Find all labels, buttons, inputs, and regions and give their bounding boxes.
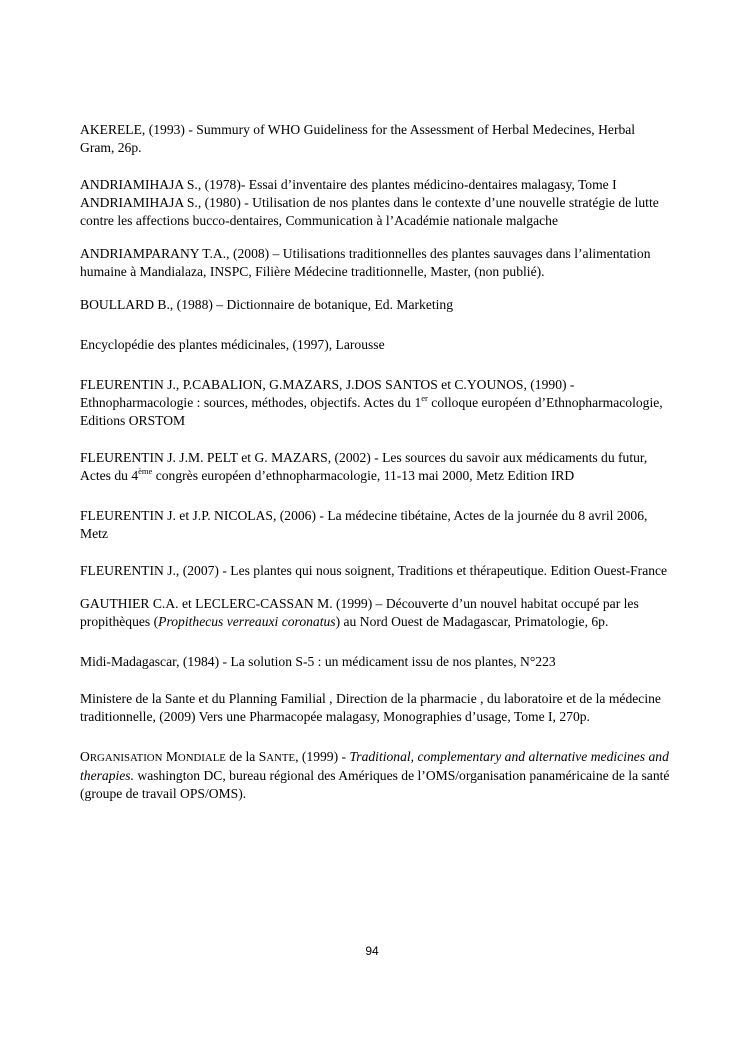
reference-ministere-2009 xyxy=(80,690,670,726)
reference-fleurentin-2007 xyxy=(80,562,670,580)
reference-text: ANDRIAMPARANY T.A., (2008) – Utilisations traditionnelles des plantes sauvages dans l’alimentation humaine à Mandialaza, INSPC, Filière Médecine traditionnelle, Master, (non publié). xyxy=(80,246,651,279)
page-number: 94 xyxy=(365,944,379,958)
title-italic: Traditional, complementary and alternative medicines and therapies. xyxy=(80,749,669,783)
reference-text-end: ) au Nord Ouest de Madagascar, Primatologie, 6p. xyxy=(335,614,609,629)
reference-text: Midi-Madagascar, (1984) - La solution S-5 : un médicament issu de nos plantes, N°223 xyxy=(80,654,556,669)
reference-fleurentin-nicolas-2006 xyxy=(80,507,670,543)
reference-text-mid: de la xyxy=(225,749,259,764)
ordinal-superscript: ème xyxy=(138,466,153,476)
reference-andriamihaja xyxy=(80,176,670,230)
reference-text-end: washington DC, bureau régional des Amériques de l’OMS/organisation panaméricaine de la santé (groupe de travail OPS/OMS). xyxy=(80,768,670,801)
reference-text-end: colloque européen d’Ethnopharmacologie, Editions ORSTOM xyxy=(80,395,663,428)
smallcaps-initial: S xyxy=(258,749,267,764)
reference-date: , (1999) - xyxy=(295,749,350,764)
smallcaps-initial: M xyxy=(165,749,178,764)
reference-text: FLEURENTIN J. et J.P. NICOLAS, (2006) - La médecine tibétaine, Actes de la journée du 8 avril 2006, Metz xyxy=(80,508,648,541)
reference-fleurentin-1990 xyxy=(80,376,670,430)
ordinal-superscript: er xyxy=(421,393,428,403)
reference-text-start: GAUTHIER C.A. et LECLERC-CASSAN M. (1999) – Découverte d’un nouvel habitat occupé par les propithèques ( xyxy=(80,596,639,629)
reference-text: Ministere de la Sante et du Planning Familial , Direction de la pharmacie , du laboratoire et de la médecine traditionnelle, (2009) Vers une Pharmacopée malagasy, Monographies d’usage, Tome I, 270p. xyxy=(80,691,661,724)
smallcaps-initial: O xyxy=(80,749,90,764)
reference-boullard-1988 xyxy=(80,296,670,314)
reference-text: FLEURENTIN J., (2007) - Les plantes qui nous soignent, Traditions et thérapeutique. Edition Ouest-France xyxy=(80,563,668,578)
reference-gauthier-1999 xyxy=(80,595,670,631)
reference-oms-1999 xyxy=(80,748,670,803)
reference-text-andriamihaja-1978: ANDRIAMIHAJA S., (1978)- Essai d’inventaire des plantes médicino-dentaires malagasy, Tome I xyxy=(80,177,617,192)
reference-text: AKERELE, (1993) - Summury of WHO Guideliness for the Assessment of Herbal Medecines, Herbal Gram, 26p. xyxy=(80,122,636,155)
reference-akerele-1993 xyxy=(80,121,670,157)
reference-fleurentin-2002 xyxy=(80,449,670,485)
smallcaps-rest: RGANISATION xyxy=(89,752,163,764)
reference-midi-madagascar-1984 xyxy=(80,653,670,671)
smallcaps-rest: ONDIALE xyxy=(177,752,226,764)
reference-text-andriamihaja-1980: ANDRIAMIHAJA S., (1980) - Utilisation de nos plantes dans le contexte d’une nouvelle stratégie de lutte contre les affections bucco-dentaires, Communication à l’Académie nationale malgache xyxy=(80,195,659,228)
reference-andriamparany-2008 xyxy=(80,245,670,281)
smallcaps-rest: ANTE xyxy=(266,752,296,764)
reference-text: Encyclopédie des plantes médicinales, (1997), Larousse xyxy=(80,337,385,352)
species-name: Propithecus verreauxi coronatus xyxy=(158,614,336,629)
reference-text: BOULLARD B., (1988) – Dictionnaire de botanique, Ed. Marketing xyxy=(80,297,453,312)
reference-text-start: FLEURENTIN J. J.M. PELT et G. MAZARS, (2002) - Les sources du savoir aux médicaments du futur, Actes du 4 xyxy=(80,450,648,483)
bibliography-list xyxy=(80,121,670,822)
reference-text-start: FLEURENTIN J., P.CABALION, G.MAZARS, J.DOS SANTOS et C.YOUNOS, (1990) - Ethnopharmacologie : sources, méthodes, objectifs. Actes du 1 xyxy=(80,377,575,410)
reference-text-end: congrès européen d’ethnopharmacologie, 11-13 mai 2000, Metz Edition IRD xyxy=(152,468,575,483)
reference-encyclopedie-1997 xyxy=(80,336,670,354)
